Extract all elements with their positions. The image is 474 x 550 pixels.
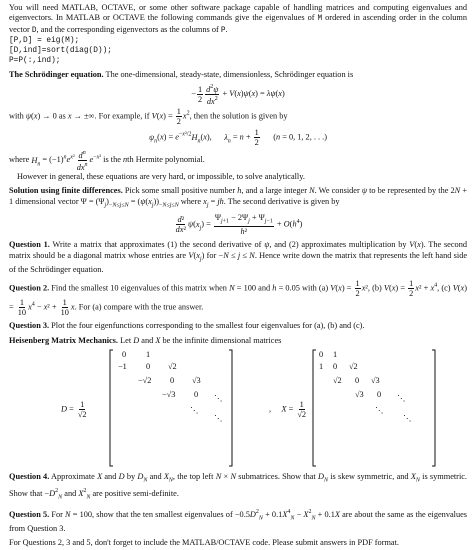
matrix-entry: 1: [319, 362, 324, 372]
matrix-entry: 0: [319, 350, 324, 360]
schrodinger-text-4: However in general, these equations are very hard, or impossible, to solve analytically.: [17, 171, 305, 181]
question-label: Question 2.: [9, 283, 50, 293]
footer-note: For Questions 2, 3 and 5, don't forget to include the MATLAB/OCTAVE code. Please submit answers in PDF format.: [9, 538, 399, 548]
matrix-entry: 0: [122, 350, 127, 360]
code-line: [D,ind]=sort(diag(D));: [9, 47, 112, 56]
matrix-entry: 1: [333, 350, 338, 360]
matrix-ellipsis: ⋱: [190, 406, 199, 416]
question-2: Question 2. Find the smallest 10 eigenvalues of this matrix when N = 100 and h = 0.05 with (a) V(x) = $\frac{1}{2}$ x², (b) V(x) = $\frac{1}{2}$ $x^2 + x^4$, (c) V(x) = $\frac{1}{10}$ $x^4 - x^2$ + $\frac{1}{10}$ x. For (a) compare with the true answer.: [9, 279, 467, 318]
schrodinger-equation: − $\frac{1}{2}$ $\frac{d^2\psi}{dx^2}$ + V(x)ψ(x) = λψ(x): [191, 83, 285, 106]
matrix-ellipsis: ⋱: [214, 394, 223, 404]
matrix-entry: √3: [192, 376, 201, 386]
matrix-entry: √2: [349, 362, 358, 372]
matrix-entry: √3: [355, 390, 364, 400]
section-heading: Heisenberg Matrix Mechanics.: [9, 335, 118, 345]
schrodinger-intro: The Schrödinger equation. The one-dimensional, steady-state, dimensionless, Schrödinger equation is: [9, 70, 354, 80]
question-1: Question 1. Write a matrix that approximates (1) the second derivative of ψ, and (2) approximates multiplication by V(x). The second matrix should be a diagonal matrix whose entries are $V(x_j)$ for −N ≤ j ≤ N. Hence write down the matrix that represents the left hand side of the Schrödinger equation.: [9, 240, 468, 274]
matrix-entry: 0: [170, 376, 175, 386]
finite-difference-equation: $\frac{\text{d²}}{\text{dx²}}$ $\psi(x_j)$ = $\frac{\Psi_{j+1} - 2\Psi_j + \Psi_{j-1}}{\text{h²}}$ + $O(h^4)$: [175, 212, 303, 237]
question-5: Question 5. For N = 100, show that the ten smallest eigenvalues of $-0.5D^2_N + 0.1X^4_N - X^2_N + 0.1X$ are about the same as the eigenvalues from Question 3.: [9, 509, 468, 533]
code-block: [9, 36, 467, 67]
section-heading: The Schrödinger equation.: [9, 70, 104, 80]
finite-diff-paragraph: Solution using finite differences. Pick some small positive number h, and a large integer N. We consider ψ to be represented by the 2N + 1 dimensional vector $\Psi = (\Psi_j)_{-N\le j\le N} = (\psi(x_j))_{-N\le j\le N}$ where $x_j$ = jh. The second derivative is given by: [9, 186, 467, 209]
code-line: [P,D] = eig(M);: [9, 36, 80, 45]
schrodinger-text-2: with ψ(x) → 0 as x → ±∞. For example, if V(x) = $\frac{1}{2}$ $x^2$, then the solution is given by: [9, 107, 288, 127]
matrix-entry: √3: [371, 376, 380, 386]
code-line: P=P(:,ind);: [9, 57, 61, 66]
x-matrix: [311, 348, 437, 468]
matrix-entry: √2: [168, 362, 177, 372]
document-page: [9, 3, 467, 549]
matrix-entry: −√3: [162, 390, 176, 400]
matrix-ellipsis: ⋱: [397, 394, 406, 404]
d-matrix-label: D = $\frac{1}{√2}$: [61, 400, 87, 420]
intro-paragraph: You will need MATLAB, OCTAVE, or some other software package capable of handling matrices and computing eigenvalues and eigenvectors. In MATLAB or OCTAVE the following commands give the eigenvalues of M ordered in ascending order in the column vector D, and the corresponding eigenvectors as the columns of P.: [9, 3, 467, 35]
x-matrix-label: , X = $\frac{1}{√2}$: [269, 400, 307, 420]
matrix-ellipsis: ⋱: [403, 414, 412, 424]
matrix-entry: 0: [377, 390, 382, 400]
question-label: Question 5.: [9, 509, 50, 519]
section-heading: Solution using finite differences.: [9, 186, 123, 196]
question-label: Question 4.: [9, 472, 50, 482]
matrix-entry: 0: [355, 376, 360, 386]
matrix-entry: −1: [118, 362, 127, 372]
matrix-entry: 1: [146, 350, 151, 360]
matrices-row: [9, 348, 467, 468]
hermite-definition: where $H_n = (-1)^ne^{x^2}$ $\frac{d^n}{dx^n}$ $e^{-x^2}$ is the nth Hermite polynomial.: [9, 150, 205, 172]
d-matrix: [108, 348, 234, 468]
matrix-brackets: [311, 348, 437, 468]
matrix-ellipsis: ⋱: [375, 406, 384, 416]
matrix-entry: 0: [146, 362, 151, 372]
matrix-entry: 0: [194, 390, 199, 400]
matrix-entry: √2: [333, 376, 342, 386]
question-3: Question 3. Plot the four eigenfunctions corresponding to the smallest four eigenvalues for (a), (b) and (c).: [9, 321, 365, 331]
heisenberg-paragraph: Heisenberg Matrix Mechanics. Let D and X be the infinite dimensional matrices: [9, 335, 282, 345]
question-label: Question 3.: [9, 321, 50, 331]
matrix-entry: −√2: [138, 376, 152, 386]
question-label: Question 1.: [9, 240, 50, 250]
matrix-entry: 0: [333, 362, 338, 372]
question-4: Question 4. Approximate X and D by $D_N$ and $X_N$, the top left N × N submatrices. Show that $D_N$ is skew symmetric, and $X_N$ is symmetric. Show that $-D^2_N$ and $X^2_N$ are positive semi-definite.: [9, 472, 468, 501]
hermite-solution-equation: $\psi_n(x) = e^{-x^2/2}H_n(x)$, $\lambda_n = n$ + $\frac{1}{2}$ (n = 0, 1, 2, . . .): [149, 128, 327, 148]
matrix-ellipsis: ⋱: [214, 414, 223, 424]
